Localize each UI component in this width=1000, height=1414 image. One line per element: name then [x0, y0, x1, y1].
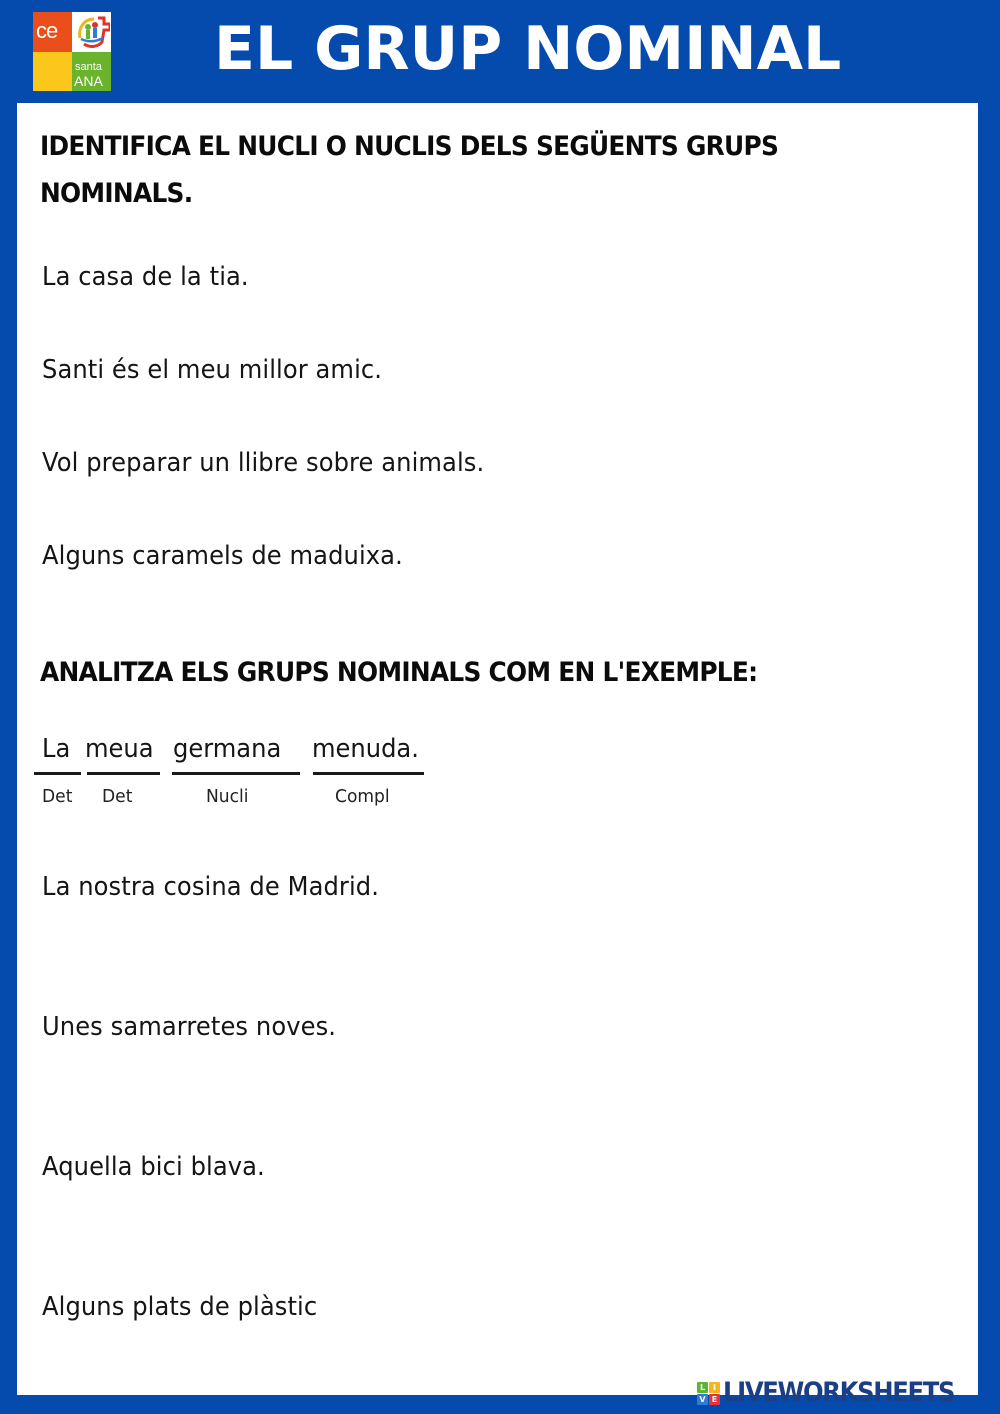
example-tag-det: Det — [102, 786, 133, 807]
example-word: meua — [85, 734, 154, 764]
example-tag-compl: Compl — [335, 786, 390, 807]
page-title: EL GRUP NOMINAL — [214, 14, 842, 84]
live-block-v: V — [697, 1394, 708, 1405]
section2-heading: ANALITZA ELS GRUPS NOMINALS COM EN L'EXEMPLE: — [40, 657, 758, 688]
liveworksheets-logo-icon — [697, 1382, 720, 1405]
logo-santa-text: santa — [75, 61, 102, 73]
school-logo — [33, 12, 111, 91]
example-word: La — [42, 734, 71, 764]
exercise1-sentence[interactable]: La casa de la tia. — [42, 262, 249, 292]
exercise2-sentence[interactable]: Unes samarretes noves. — [42, 1012, 337, 1042]
example-underline — [34, 772, 81, 775]
live-block-e: E — [709, 1394, 720, 1405]
example-word: germana — [173, 734, 282, 764]
exercise1-sentence[interactable]: Alguns caramels de maduixa. — [42, 541, 403, 571]
logo-quadrant-green — [72, 52, 111, 91]
live-block-l: L — [697, 1382, 708, 1393]
liveworksheets-text: LIVEWORKSHEETS — [723, 1377, 955, 1408]
example-underline — [313, 772, 424, 775]
worksheet-panel — [17, 103, 978, 1395]
logo-ana-text: ANA — [74, 73, 103, 89]
example-word: menuda. — [312, 734, 419, 764]
logo-ce-text: ce — [36, 18, 58, 43]
exercise2-sentence[interactable]: Alguns plats de plàstic — [42, 1292, 318, 1322]
section1-heading-line1: IDENTIFICA EL NUCLI O NUCLIS DELS SEGÜENTS GRUPS — [40, 131, 779, 162]
section1-heading — [40, 123, 778, 217]
exercise1-sentence[interactable]: Vol preparar un llibre sobre animals. — [42, 448, 485, 478]
logo-quadrant-emblem — [72, 12, 111, 52]
live-block-i: I — [709, 1382, 720, 1393]
exercise1-sentence[interactable]: Santi és el meu millor amic. — [42, 355, 383, 385]
example-tag-det: Det — [42, 786, 73, 807]
exercise2-sentence[interactable]: Aquella bici blava. — [42, 1152, 265, 1182]
example-underline — [87, 772, 160, 775]
logo-quadrant-red — [33, 12, 72, 52]
example-tag-nucli: Nucli — [206, 786, 249, 807]
liveworksheets-watermark[interactable] — [697, 1379, 980, 1407]
school-emblem-icon — [74, 14, 110, 50]
section1-heading-line2: NOMINALS. — [40, 178, 193, 209]
example-underline — [172, 772, 300, 775]
logo-quadrant-yellow — [33, 52, 72, 91]
exercise2-sentence[interactable]: La nostra cosina de Madrid. — [42, 872, 379, 902]
